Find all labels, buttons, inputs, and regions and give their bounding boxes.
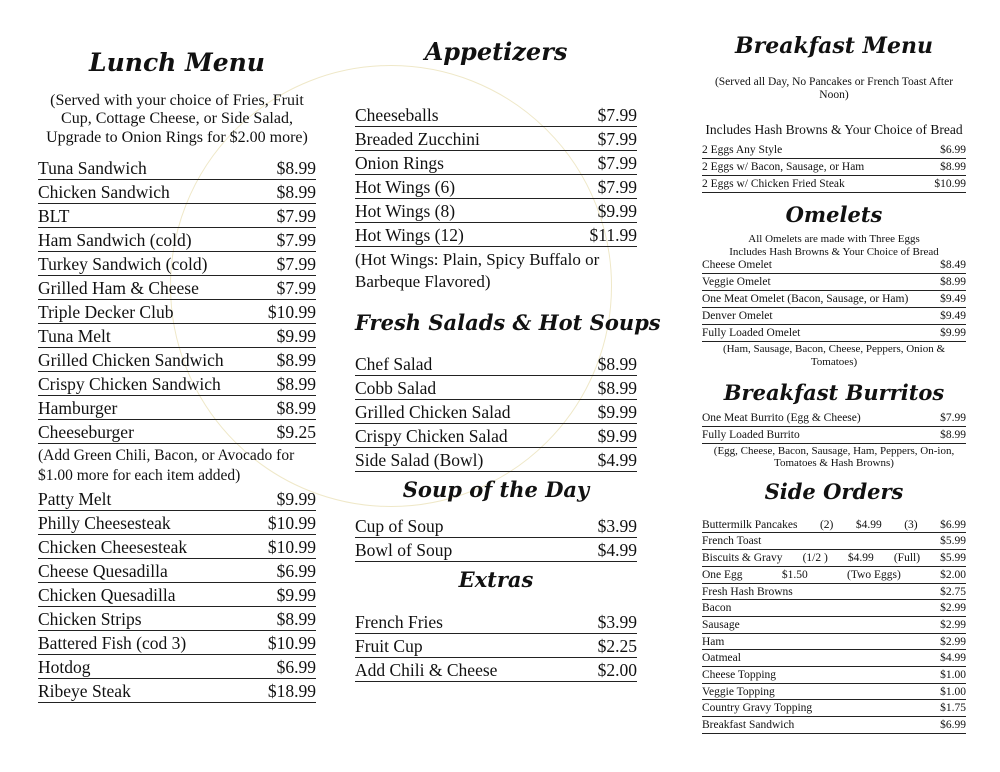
item-price: $10.99 xyxy=(267,537,316,558)
lunch-column xyxy=(38,40,316,704)
menu-item xyxy=(355,539,637,562)
menu-item xyxy=(702,668,966,684)
menu-item xyxy=(38,680,316,703)
item-name: Sausage xyxy=(702,618,740,631)
omelets-hash-note: Includes Hash Browns & Your Choice of Bread xyxy=(729,245,939,258)
menu-item xyxy=(702,551,966,567)
item-price: $10.99 xyxy=(267,633,316,654)
item-name: Cheese Quesadilla xyxy=(38,561,168,582)
item-price: $7.99 xyxy=(940,411,966,424)
item-qty: (3) xyxy=(904,518,918,531)
item-name: Breaded Zucchini xyxy=(355,129,480,149)
menu-item xyxy=(702,160,966,176)
item-price: $8.49 xyxy=(940,259,966,272)
item-name: Ribeye Steak xyxy=(38,681,131,702)
item-price: $8.99 xyxy=(940,276,966,289)
item-name: Grilled Ham & Cheese xyxy=(38,278,199,299)
menu-item xyxy=(702,309,966,325)
item-name: Chef Salad xyxy=(355,354,433,374)
item-price: $2.75 xyxy=(940,585,966,598)
menu-item xyxy=(702,518,966,534)
item-name: French Fries xyxy=(355,612,443,632)
menu-item xyxy=(702,143,966,159)
breakfast-title: Breakfast Menu xyxy=(735,33,933,59)
burritos-items xyxy=(702,411,966,444)
menu-item xyxy=(702,618,966,634)
menu-item xyxy=(38,253,316,276)
menu-item xyxy=(38,656,316,679)
item-name: Bowl of Soup xyxy=(355,540,453,560)
menu-item xyxy=(702,685,966,701)
item-name: Tuna Sandwich xyxy=(38,158,147,179)
item-price: $9.99 xyxy=(940,327,966,340)
menu-item xyxy=(38,229,316,252)
menu-item xyxy=(38,421,316,444)
item-name: Grilled Chicken Sandwich xyxy=(38,350,224,371)
item-name: Chicken Quesadilla xyxy=(38,585,176,606)
salads-soups-title: Fresh Salads & Hot Soups xyxy=(355,310,661,335)
item-name: Fresh Hash Browns xyxy=(702,585,793,598)
item-price: $4.99 xyxy=(855,518,882,531)
item-name: One Meat Burrito (Egg & Cheese) xyxy=(702,411,861,424)
burritos-title: Breakfast Burritos xyxy=(723,379,945,405)
item-name: Cheese Omelet xyxy=(702,259,772,272)
item-name: Chicken Strips xyxy=(38,609,142,630)
item-price: $6.99 xyxy=(940,719,966,732)
item-price: $8.99 xyxy=(276,182,316,203)
item-qty: (Full) xyxy=(893,552,921,565)
item-name: Patty Melt xyxy=(38,489,112,510)
menu-item xyxy=(355,104,637,127)
item-qty: (2) xyxy=(819,518,834,531)
item-name: Battered Fish (cod 3) xyxy=(38,633,187,654)
item-name: Fully Loaded Omelet xyxy=(702,327,801,340)
item-price: $6.99 xyxy=(940,518,966,531)
item-price: $2.99 xyxy=(940,618,966,631)
item-name: Ham xyxy=(702,635,725,648)
item-name: 2 Eggs w/ Bacon, Sausage, or Ham xyxy=(702,160,865,173)
lunch-items-b xyxy=(38,488,316,703)
item-price: $3.99 xyxy=(597,612,637,632)
burritos-note: (Egg, Cheese, Bacon, Sausage, Ham, Peppers, On-ion, Tomatoes & Hash Browns) xyxy=(713,444,955,470)
item-price: $1.75 xyxy=(940,702,966,715)
item-price: $10.99 xyxy=(934,177,966,190)
item-price: $18.99 xyxy=(267,681,316,702)
item-name: Turkey Sandwich (cold) xyxy=(38,254,208,275)
item-price: $2.00 xyxy=(597,660,637,680)
item-name: Triple Decker Club xyxy=(38,302,174,323)
item-price: $9.99 xyxy=(597,402,637,422)
item-qty: (1/2 ) xyxy=(802,552,828,565)
menu-item xyxy=(38,325,316,348)
item-price: $7.99 xyxy=(597,105,637,125)
item-price: $1.00 xyxy=(940,668,966,681)
item-price: $7.99 xyxy=(276,254,316,275)
menu-item xyxy=(38,632,316,655)
wings-flavor-note: (Hot Wings: Plain, Spicy Buffalo or Barbeque Flavored) xyxy=(355,250,600,291)
item-name: Grilled Chicken Salad xyxy=(355,402,511,422)
breakfast-items xyxy=(702,143,966,193)
menu-item xyxy=(355,449,637,472)
item-name: Fruit Cup xyxy=(355,636,423,656)
menu-item xyxy=(355,200,637,223)
item-name: Hamburger xyxy=(38,398,118,419)
menu-item xyxy=(355,152,637,175)
menu-item xyxy=(355,224,637,247)
item-name: 2 Eggs w/ Chicken Fried Steak xyxy=(702,177,845,190)
menu-item xyxy=(38,397,316,420)
item-price: $2.99 xyxy=(940,635,966,648)
side-orders-title: Side Orders xyxy=(764,478,904,504)
item-qty: (Two Eggs) xyxy=(847,568,901,581)
item-price: $4.99 xyxy=(847,552,874,565)
menu-item xyxy=(38,373,316,396)
item-price: $2.99 xyxy=(940,602,966,615)
item-name: Crispy Chicken Salad xyxy=(355,426,508,446)
item-name: Tuna Melt xyxy=(38,326,111,347)
middle-column xyxy=(355,30,661,683)
lunch-items-a xyxy=(38,157,316,444)
menu-item xyxy=(38,349,316,372)
item-name: Bacon xyxy=(702,602,732,615)
item-name: Biscuits & Gravy xyxy=(702,552,783,565)
item-price: $9.25 xyxy=(276,422,316,443)
appetizers-items xyxy=(355,104,637,247)
menu-item xyxy=(38,301,316,324)
item-price: $3.99 xyxy=(597,516,637,536)
item-name: Oatmeal xyxy=(702,652,741,665)
item-price: $8.99 xyxy=(597,378,637,398)
item-price: $8.99 xyxy=(276,398,316,419)
item-price: $7.99 xyxy=(597,177,637,197)
omelets-items xyxy=(702,258,966,342)
menu-item xyxy=(38,608,316,631)
breakfast-hash-note: Includes Hash Browns & Your Choice of Bread xyxy=(705,122,963,138)
menu-item xyxy=(702,534,966,550)
extras-title: Extras xyxy=(458,567,534,592)
item-price: $4.99 xyxy=(940,652,966,665)
item-name: Hot Wings (12) xyxy=(355,225,464,245)
item-name: Cheeseburger xyxy=(38,422,134,443)
item-price: $8.99 xyxy=(276,374,316,395)
item-price: $9.99 xyxy=(597,426,637,446)
item-price: $1.00 xyxy=(940,685,966,698)
menu-item xyxy=(702,428,966,444)
item-name: Chicken Cheesesteak xyxy=(38,537,188,558)
menu-item xyxy=(38,488,316,511)
menu-item xyxy=(38,181,316,204)
menu-item xyxy=(355,425,637,448)
salads-items xyxy=(355,353,637,472)
omelets-title: Omelets xyxy=(785,201,883,227)
item-name: Hotdog xyxy=(38,657,91,678)
menu-item xyxy=(38,560,316,583)
menu-item xyxy=(702,275,966,291)
menu-item xyxy=(355,353,637,376)
item-price: $7.99 xyxy=(276,278,316,299)
item-price: $2.25 xyxy=(597,636,637,656)
omelets-loaded-note: (Ham, Sausage, Bacon, Cheese, Peppers, Onion & Tomatoes) xyxy=(722,343,946,368)
appetizers-title: Appetizers xyxy=(424,37,568,66)
item-name: Breakfast Sandwich xyxy=(702,719,795,732)
item-name: Cup of Soup xyxy=(355,516,444,536)
item-name: Side Salad (Bowl) xyxy=(355,450,484,470)
item-price: $10.99 xyxy=(267,513,316,534)
item-price: $2.00 xyxy=(940,568,966,581)
item-price: $9.99 xyxy=(276,489,316,510)
menu-item xyxy=(38,277,316,300)
item-name: Buttermilk Pancakes xyxy=(702,518,798,531)
menu-item xyxy=(355,611,637,634)
item-price: $8.99 xyxy=(940,428,966,441)
item-price: $5.99 xyxy=(940,552,966,565)
item-price: $8.99 xyxy=(276,158,316,179)
menu-item xyxy=(355,515,637,538)
item-name: Add Chili & Cheese xyxy=(355,660,498,680)
item-price: $4.99 xyxy=(597,540,637,560)
menu-item xyxy=(702,585,966,601)
item-price: $7.99 xyxy=(597,153,637,173)
item-price: $8.99 xyxy=(940,160,966,173)
item-price: $9.99 xyxy=(276,326,316,347)
menu-item xyxy=(355,176,637,199)
soup-title: Soup of the Day xyxy=(402,477,590,502)
item-name: French Toast xyxy=(702,535,762,548)
item-price: $1.50 xyxy=(781,568,808,581)
item-price: $6.99 xyxy=(276,561,316,582)
item-price: $9.49 xyxy=(940,310,966,323)
breakfast-column xyxy=(702,28,966,735)
item-name: Ham Sandwich (cold) xyxy=(38,230,192,251)
lunch-title: Lunch Menu xyxy=(89,48,265,77)
item-name: One Meat Omelet (Bacon, Sausage, or Ham) xyxy=(702,293,909,306)
item-price: $8.99 xyxy=(276,609,316,630)
menu-item xyxy=(38,536,316,559)
menu-item xyxy=(702,177,966,193)
item-price: $6.99 xyxy=(940,143,966,156)
item-name: One Egg xyxy=(702,568,743,581)
item-name: Veggie Omelet xyxy=(702,276,771,289)
item-price: $9.49 xyxy=(940,293,966,306)
item-price: $7.99 xyxy=(597,129,637,149)
item-price: $4.99 xyxy=(597,450,637,470)
item-price: $8.99 xyxy=(597,354,637,374)
item-price: $5.99 xyxy=(940,535,966,548)
item-price: $10.99 xyxy=(267,302,316,323)
menu-item xyxy=(38,512,316,535)
menu-item xyxy=(355,635,637,658)
menu-item xyxy=(702,258,966,274)
menu-item xyxy=(355,401,637,424)
side-orders-items xyxy=(702,518,966,734)
lunch-note: (Served with your choice of Fries, Fruit Cup, Cottage Cheese, or Side Salad, Upgrade to Onion Rings for $2.00 more) xyxy=(46,92,308,146)
menu-item xyxy=(702,651,966,667)
item-name: Cheese Topping xyxy=(702,668,777,681)
item-price: $7.99 xyxy=(276,230,316,251)
item-name: Cobb Salad xyxy=(355,378,437,398)
item-name: Philly Cheesesteak xyxy=(38,513,171,534)
omelets-eggs-note: All Omelets are made with Three Eggs xyxy=(748,232,920,245)
menu-item xyxy=(38,205,316,228)
item-price: $6.99 xyxy=(276,657,316,678)
menu-item xyxy=(702,326,966,342)
item-name: Hot Wings (6) xyxy=(355,177,456,197)
menu-item xyxy=(702,601,966,617)
menu-item xyxy=(38,584,316,607)
item-name: Onion Rings xyxy=(355,153,444,173)
item-name: Country Gravy Topping xyxy=(702,702,813,715)
menu-item xyxy=(355,128,637,151)
menu-item xyxy=(355,377,637,400)
item-name: Fully Loaded Burrito xyxy=(702,428,800,441)
menu-item xyxy=(355,659,637,682)
item-price: $7.99 xyxy=(276,206,316,227)
item-name: Denver Omelet xyxy=(702,310,773,323)
item-name: Cheeseballs xyxy=(355,105,439,125)
menu-item xyxy=(702,292,966,308)
item-name: BLT xyxy=(38,206,70,227)
item-name: Hot Wings (8) xyxy=(355,201,456,221)
menu-item xyxy=(702,411,966,427)
item-name: Veggie Topping xyxy=(702,685,775,698)
item-name: 2 Eggs Any Style xyxy=(702,143,783,156)
soup-items xyxy=(355,515,637,562)
item-price: $11.99 xyxy=(589,225,637,245)
item-price: $9.99 xyxy=(597,201,637,221)
item-name: Crispy Chicken Sandwich xyxy=(38,374,221,395)
extras-items xyxy=(355,611,637,682)
item-price: $9.99 xyxy=(276,585,316,606)
item-price: $8.99 xyxy=(276,350,316,371)
item-name: Chicken Sandwich xyxy=(38,182,170,203)
menu-item xyxy=(702,568,966,584)
menu-item xyxy=(38,157,316,180)
menu-item xyxy=(702,718,966,734)
burger-addon-note: (Add Green Chili, Bacon, or Avocado for $1.00 more for each item added) xyxy=(38,447,295,485)
menu-item xyxy=(702,635,966,651)
breakfast-served-note: (Served all Day, No Pancakes or French Toast After Noon) xyxy=(714,76,954,102)
menu-item xyxy=(702,701,966,717)
